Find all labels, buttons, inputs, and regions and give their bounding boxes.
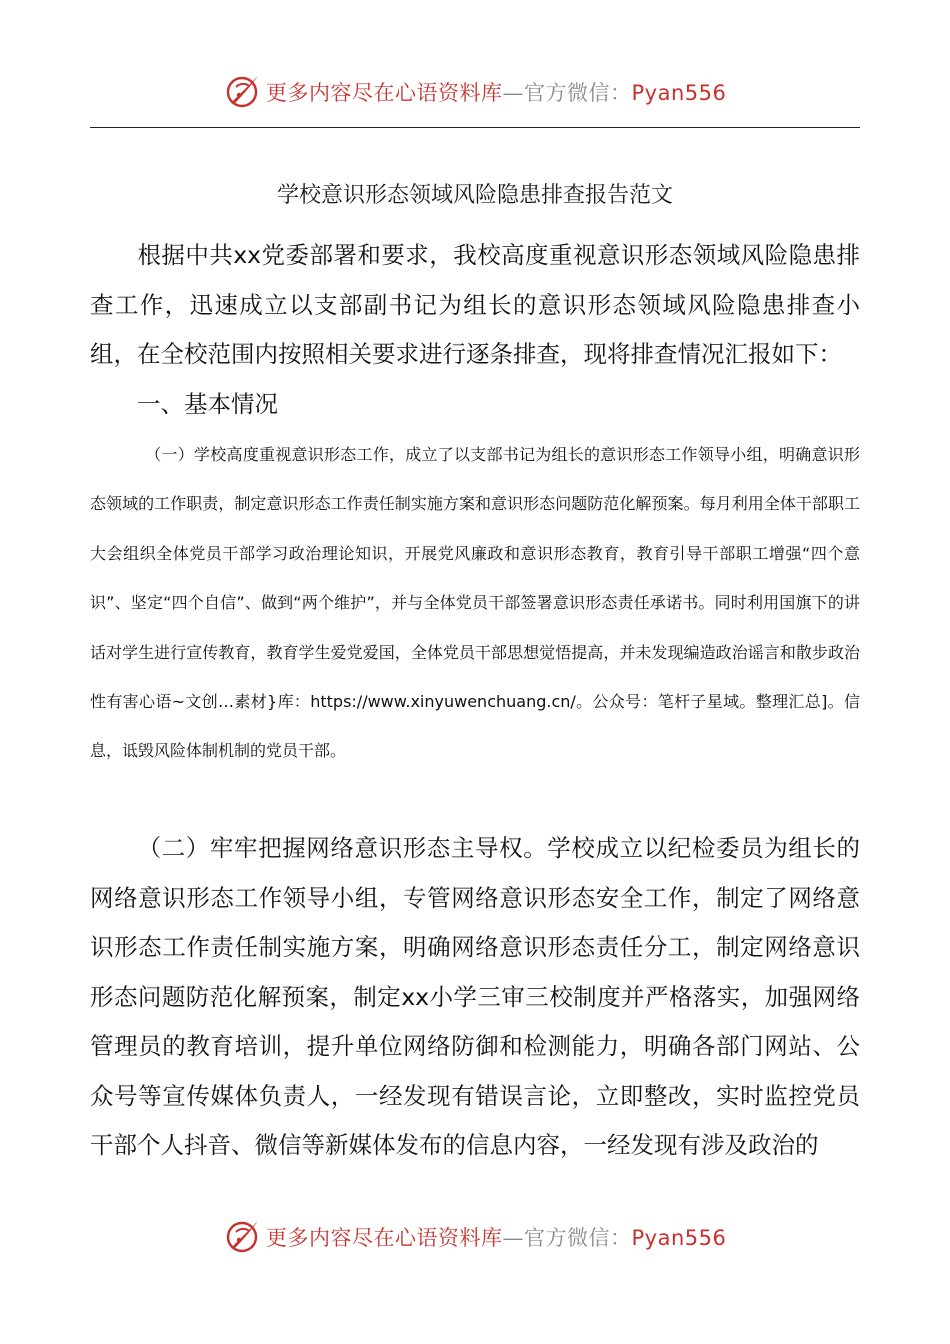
header-official-label: 官方微信： — [524, 81, 632, 105]
page-footer — [0, 1212, 950, 1262]
section-heading-basic: 一、基本情况 — [137, 390, 278, 418]
footer-text — [266, 1222, 726, 1252]
header-divider — [90, 127, 860, 128]
item-2-paragraph — [90, 824, 860, 1171]
item-1-text: （一）学校高度重视意识形态工作，成立了以支部书记为组长的意识形态工作领导小组，明确意识形态领域的工作职责，制定意识形态工作责任制实施方案和意识形态问题防范化解预案。每月利用全体干部职工大会组织全体党员干部学习政治理论知识，开展党风廉政和意识形态教育，教育引导干部职工增强“四个意识”、坚定“四个自信”、做到“两个维护”，并与全体党员干部签署意识形态责任承诺书。同时利用国旗下的讲话对学生进行宣传教育，教育学生爱党爱国，全体党员干部思想觉悟提高，并未发现编造政治谣言和散步政治性有害心语~文创…素材}库：https://www.xinyuwenchuang.cn/。公众号：笔杆子星域。整理汇总]。信息，诋毁风险体制机制的党员干部。 — [90, 445, 860, 761]
footer-brand: 更多内容尽在心语资料库 — [266, 1226, 503, 1250]
header-account: Pyan556 — [631, 81, 727, 105]
intro-paragraph — [90, 231, 860, 380]
footer-official-label: 官方微信： — [524, 1226, 632, 1250]
header-text — [266, 77, 726, 107]
brush-quill-logo-icon — [225, 73, 261, 109]
item-2-text: （二）牢牢把握网络意识形态主导权。学校成立以纪检委员为组长的网络意识形态工作领导小组，专管网络意识形态安全工作，制定了网络意识形态工作责任制实施方案，明确网络意识形态责任分工，制定网络意识形态问题防范化解预案，制定xx小学三审三校制度并严格落实，加强网络管理员的教育培训，提升单位网络防御和检测能力，明确各部门网站、公众号等宣传媒体负责人，一经发现有错误言论，立即整改，实时监控党员干部个人抖音、微信等新媒体发布的信息内容，一经发现有涉及政治的 — [90, 834, 860, 1159]
header-separator: — — [502, 81, 524, 105]
item-1-paragraph — [90, 430, 860, 776]
header-brand: 更多内容尽在心语资料库 — [266, 81, 503, 105]
intro-text: 根据中共xx党委部署和要求，我校高度重视意识形态领域风险隐患排查工作，迅速成立以支部副书记为组长的意识形态领域风险隐患排查小组，在全校范围内按照相关要求进行逐条排查，现将排查情况汇报如下： — [90, 241, 860, 368]
footer-account: Pyan556 — [631, 1226, 727, 1250]
brush-quill-logo-icon — [225, 1218, 261, 1254]
footer-separator: — — [502, 1226, 524, 1250]
document-title: 学校意识形态领域风险隐患排查报告范文 — [276, 183, 673, 208]
page-header — [0, 67, 950, 117]
